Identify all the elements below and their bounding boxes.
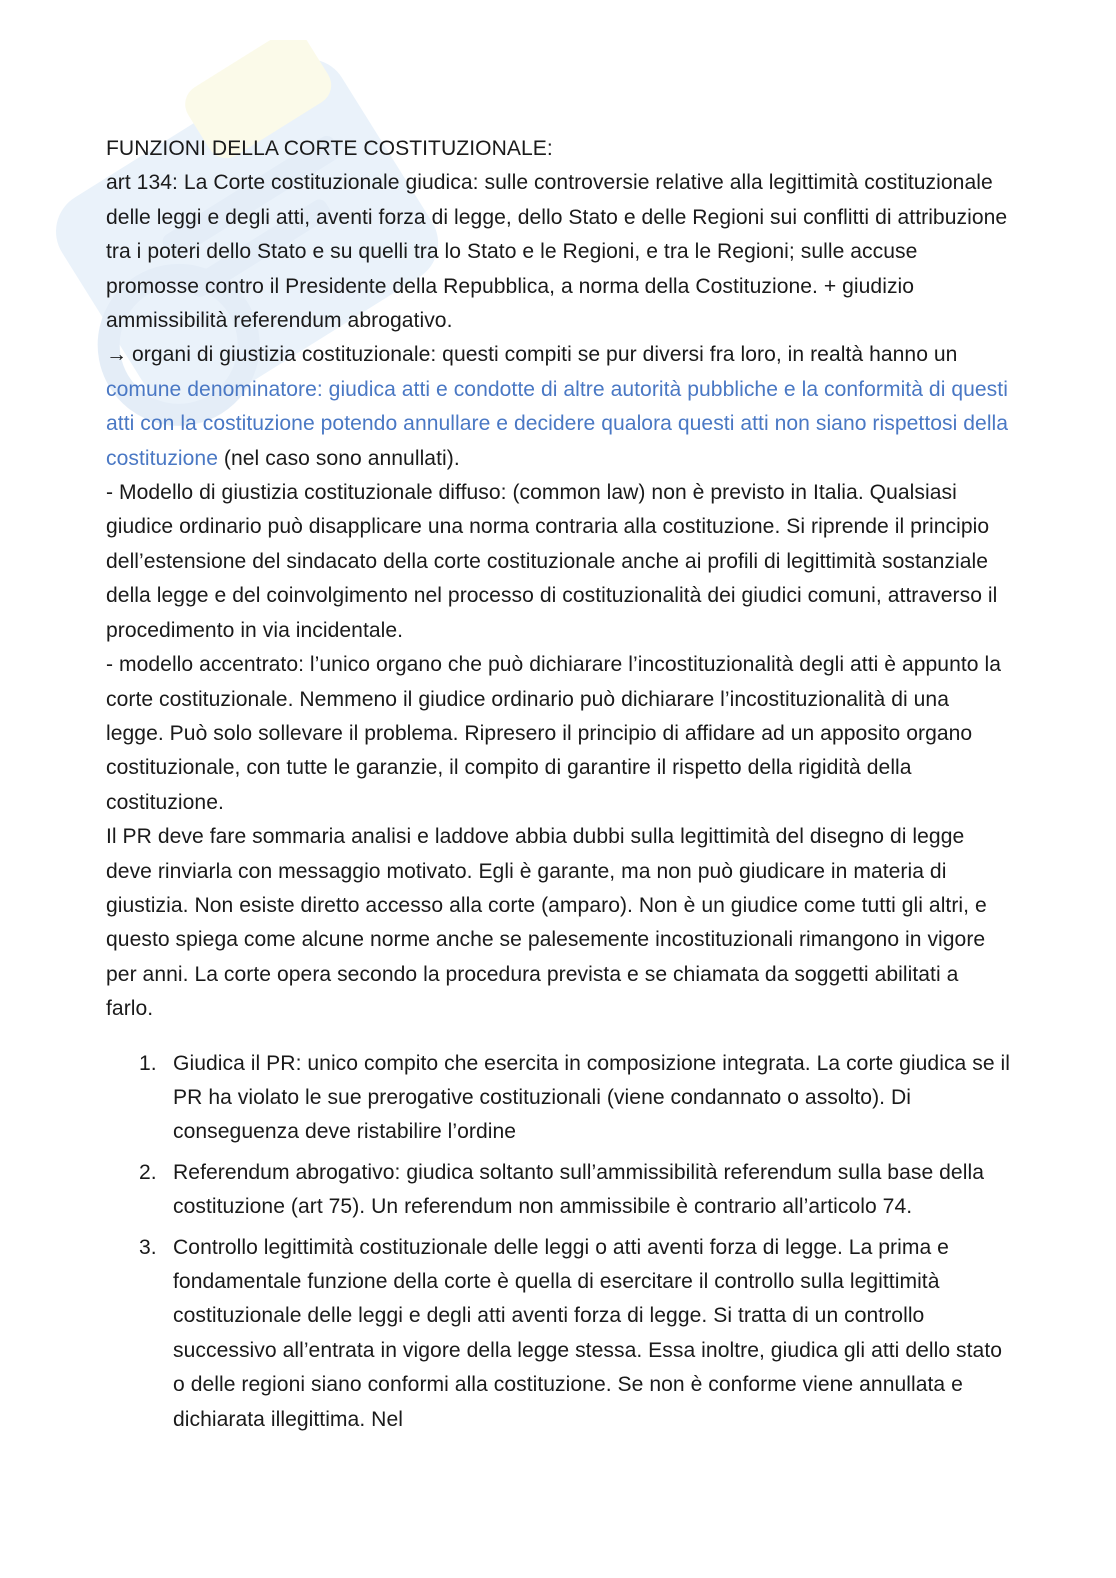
pr-paragraph: Il PR deve fare sommaria analisi e laddove abbia dubbi sulla legittimità del disegno di legge deve rinviarla con messaggio motivato. Egli è garante, ma non può giudicare in materia di giustizia. Non esiste diretto accesso alla corte (amparo). Non è un giudice come tutti gli altri, e questo spiega come alcune norme anche se palesemente incostituzionali rimangono in vigore per anni. La corte opera secondo la procedura prevista e se chiamata da soggetti abilitati a farlo. (106, 825, 987, 1021)
art134-paragraph: art 134: La Corte costituzionale giudica: sulle controversie relative alla legittimità costituzionale delle leggi e degli atti, aventi forza di legge, dello Stato e delle Regioni sui conflitti di attribuzione tra i poteri dello Stato e su quelli tra lo Stato e le Regioni, e tra le Regioni; sulle accuse promosse contro il Presidente della Repubblica, a norma della Costituzione. + giudizio ammissibilità referendum abrogativo. (106, 171, 1008, 333)
functions-list (106, 1047, 1011, 1437)
list-item-number: 3. (139, 1235, 157, 1259)
modello-diffuso-paragraph: - Modello di giustizia costituzionale diffuso: (common law) non è previsto in Italia. Qualsiasi giudice ordinario può disapplicare una norma contraria alla costituzione. Si riprende il principio dell’estensione del sindacato della corte costituzionale anche ai profili di legittimità sostanziale della legge e del coinvolgimento nel processo di costituzionalità dei giudici comuni, attraverso il procedimento in via incidentale. (106, 481, 998, 642)
list-item (139, 1156, 1011, 1225)
list-item-text: Controllo legittimità costituzionale delle leggi o atti aventi forza di legge. La prima e fondamentale funzione della corte è quella di esercitare il controllo sulla legittimità costituzionale delle leggi e degli atti aventi forza di legge. Si tratta di un controllo successivo all’entrata in vigore della legge stessa. Essa inoltre, giudica gli atti dello stato o delle regioni siano conformi alla costituzione. Se non è conforme viene annullata e dichiarata illegittima. Nel (173, 1235, 1003, 1431)
organi-paragraph (106, 338, 1011, 476)
list-item-text: Referendum abrogativo: giudica soltanto sull’ammissibilità referendum sulla base della costituzione (art 75). Un referendum non ammissibile è contrario all’articolo 74. (173, 1160, 984, 1219)
list-item-number: 2. (139, 1160, 157, 1184)
organi-end-text: (nel caso sono annullati). (218, 446, 460, 470)
organi-start-text: organi di giustizia costituzionale: questi compiti se pur diversi fra loro, in realtà hanno un (132, 343, 958, 367)
modello-accentrato-paragraph: - modello accentrato: l’unico organo che può dichiarare l’incostituzionalità degli atti è appunto la corte costituzionale. Nemmeno il giudice ordinario può dichiarare l’incostituzionalità di una legge. Può solo sollevare il problema. Ripresero il principio di affidare ad un apposito organo costituzionale, con tutte le garanzie, il compito di garantire il rispetto della rigidità della costituzione. (106, 653, 1001, 814)
organi-highlight-text: comune denominatore: giudica atti e condotte di altre autorità pubbliche e la conformità di questi atti con la costituzione potendo annullare e decidere qualora questi atti non siano rispettosi della costituzione (106, 377, 1009, 470)
document-title: FUNZIONI DELLA CORTE COSTITUZIONALE: (106, 137, 553, 160)
arrow-right-icon: → (106, 343, 128, 367)
list-item (139, 1231, 1011, 1437)
list-item-text: Giudica il PR: unico compito che esercita in composizione integrata. La corte giudica se il PR ha violato le sue prerogative costituzionali (viene condannato o assolto). Di conseguenza deve ristabilire l’ordine (173, 1051, 1011, 1144)
list-item (139, 1047, 1011, 1150)
list-item-number: 1. (139, 1051, 157, 1075)
document-body (106, 132, 1011, 1443)
